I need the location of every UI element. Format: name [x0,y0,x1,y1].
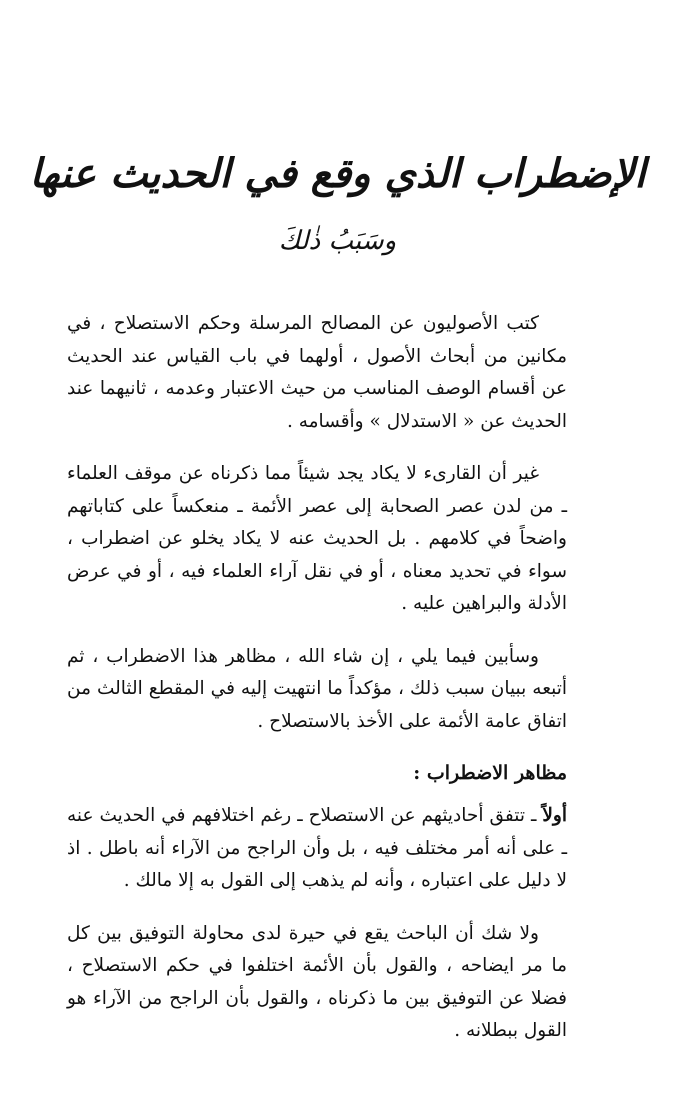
paragraph-intro: كتب الأصوليون عن المصالح المرسلة وحكم الاستصلاح ، في مكانين من أبحاث الأصول ، أولهما في باب القياس عند الحديث عن أقسام الوصف المناسب من حيث الاعتبار وعدمه ، ثانيهما عند الحديث عن « الاستدلال » وأقسامه . [67,313,567,432]
point-text: ـ تتفق أحاديثهم عن الاستصلاح ـ رغم اختلافهم في الحديث عنه ـ على أنه أمر مختلف فيه ، بل وأن الراجح من الآراء أنه باطل . اذ لا دليل على اعتباره ، وأنه لم يذهب إلى القول به إلا مالك . [67,805,567,891]
chapter-subtitle: وسَبَبُ ذٰلكَ [278,226,397,256]
paragraph-confusion: غير أن القارىء لا يكاد يجد شيئاً مما ذكرناه عن موقف العلماء ـ من لدن عصر الصحابة إلى عصر الأئمة ـ منعكساً على كتاباتهم واضحاً في كلامهم . بل الحديث عنه لا يكاد يخلو عن اضطراب ، سواء في تحديد معناه ، أو في نقل آراء العلماء فيه ، أو في عرض الأدلة والبراهين عليه . [67,463,567,614]
chapter-title: الإضطراب الذي وقع في الحديث عنها [29,150,646,197]
paragraph-plan: وسأبين فيما يلي ، إن شاء الله ، مظاهر هذا الاضطراب ، ثم أتبعه ببيان سبب ذلك ، مؤكداً ما انتهيت إليه في المقطع الثالث من اتفاق عامة الأئمة على الأخذ بالاستصلاح . [67,645,567,732]
point-lead-label: أولاً [542,805,567,826]
section-heading: مظاهر الاضطراب : [413,762,567,784]
body-text [67,308,567,1068]
paragraph-conclusion: ولا شك أن الباحث يقع في حيرة لدى محاولة التوفيق بين كل ما مر ايضاحه ، والقول بأن الأئمة اختلفوا في حكم الاستصلاح ، فضلا عن التوفيق بين ما ذكرناه ، والقول بأن الراجح من الآراء هو القول ببطلانه . [67,922,567,1041]
paragraph-first-point [67,800,567,898]
